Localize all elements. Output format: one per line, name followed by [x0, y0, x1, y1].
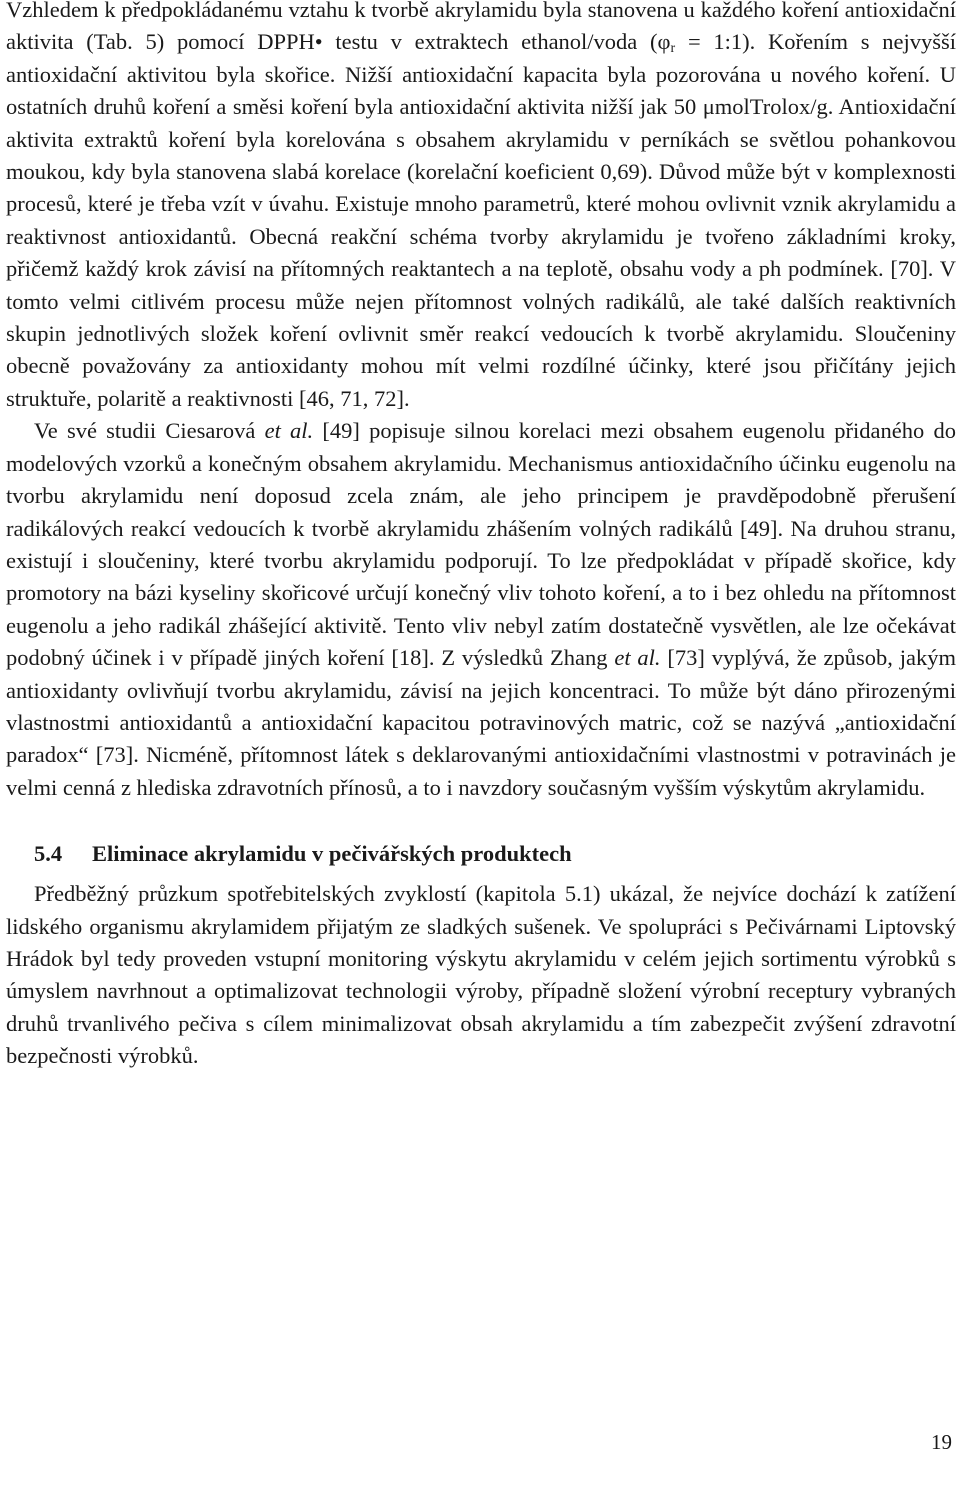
document-page: [6, 0, 956, 1486]
paragraph-text: Ve své studii Ciesarová: [34, 418, 265, 444]
section-number: 5.4: [34, 841, 63, 867]
page-number: 19: [931, 1430, 952, 1454]
paragraph-eugenol-study: [6, 415, 956, 804]
section-title: Eliminace akrylamidu v pečivářských produktech: [92, 841, 572, 867]
paragraph-text: [73] vyplývá, že způsob, jakým antioxidanty ovlivňují tvorbu akrylamidu, závisí na jejich koncentraci. To může být dáno přirozenými vlastnostmi antioxidantů a antioxidační kapacitou potravinových matric, což se nazývá „antioxidační paradox“ [73]. Nicméně, přítomnost látek s deklarovanými antioxidačními vlastnostmi v potravinách je velmi cenná z hlediska zdravotních přínosů, a to i navzdory současným vyšším výskytům akrylamidu.: [6, 645, 956, 800]
section-heading: [6, 838, 956, 870]
phi-subscript: r: [670, 41, 676, 57]
paragraph-antioxidant-activity: [6, 0, 956, 415]
paragraph-text: Vzhledem k předpokládanému vztahu k tvorbě akrylamidu byla stanovena u každého koření antioxidační aktivita (Tab. 5) pomocí DPPH• testu v extraktech ethanol/voda (φ: [6, 0, 956, 55]
paragraph-text: = 1:1). Kořením s nejvyšší antioxidační aktivitou byla skořice. Nižší antioxidační kapacita byla pozorována u nového koření. U ostatních druhů koření a směsi koření byla antioxidační aktivita nižší jak 50 μmolTrolox/g. Antioxidační aktivita extraktů koření byla korelována s obsahem akrylamidu v perníkách se světlou pohankovou moukou, kdy byla stanovena slabá korelace (korelační koeficient 0,69). Důvod může být v komplexnosti procesů, které je třeba vzít v úvahu. Existuje mnoho parametrů, které mohou ovlivnit vznik akrylamidu a reaktivnost antioxidantů. Obecná reakční schéma tvorby akrylamidu je tvořeno základními kroky, přičemž každý krok závisí na přítomných reaktantech a na teplotě, obsahu vody a ph podmínek. [70]. V tomto velmi citlivém procesu může nejen přítomnost volných radikálů, ale také dalších reaktivních skupin jednotlivých složek koření ovlivnit směr reakcí vedoucích k tvorbě akrylamidu. Sloučeniny obecně považovány za antioxidanty mohou mít velmi rozdílné účinky, které jsou přičítány jejich struktuře, polaritě a reaktivnosti [46, 71, 72].: [6, 29, 956, 411]
et-al-italic: et al.: [614, 645, 661, 671]
paragraph-text: [49] popisuje silnou korelaci mezi obsahem eugenolu přidaného do modelových vzorků a konečným obsahem akrylamidu. Mechanismus antioxidačního účinku eugenolu na tvorbu akrylamidu není doposud zcela znám, ale jeho principem je pravděpodobně přerušení radikálových reakcí vedoucích k tvorbě akrylamidu zhášením volných radikálů [49]. Na druhou stranu, existují i sloučeniny, které tvorbu akrylamidu podporují. To lze předpokládat v případě skořice, kdy promotory na bázi kyseliny skořicové určují konečný vliv tohoto koření, a to i bez ohledu na přítomnost eugenolu a jeho radikál zhášející aktivitě. Tento vliv nebyl zatím dostatečně vysvětlen, ale lze očekávat podobný účinek i v případě jiných koření [18]. Z výsledků Zhang: [6, 418, 956, 671]
et-al-italic: et al.: [264, 418, 314, 444]
paragraph-elimination-intro: Předběžný průzkum spotřebitelských zvyklostí (kapitola 5.1) ukázal, že nejvíce dochází k zatížení lidského organismu akrylamidem přijatým ze sladkých sušenek. Ve spolupráci s Pečivárnami Liptovský Hrádok byl tedy proveden vstupní monitoring výskytu akrylamidu v celém jejich sortimentu výrobků s úmyslem navrhnout a optimalizovat technologii výroby, případně složení výrobní receptury vybraných druhů trvanlivého pečiva s cílem minimalizovat obsah akrylamidu a tím zabezpečit zvýšení zdravotní bezpečnosti výrobků.: [6, 881, 956, 1069]
